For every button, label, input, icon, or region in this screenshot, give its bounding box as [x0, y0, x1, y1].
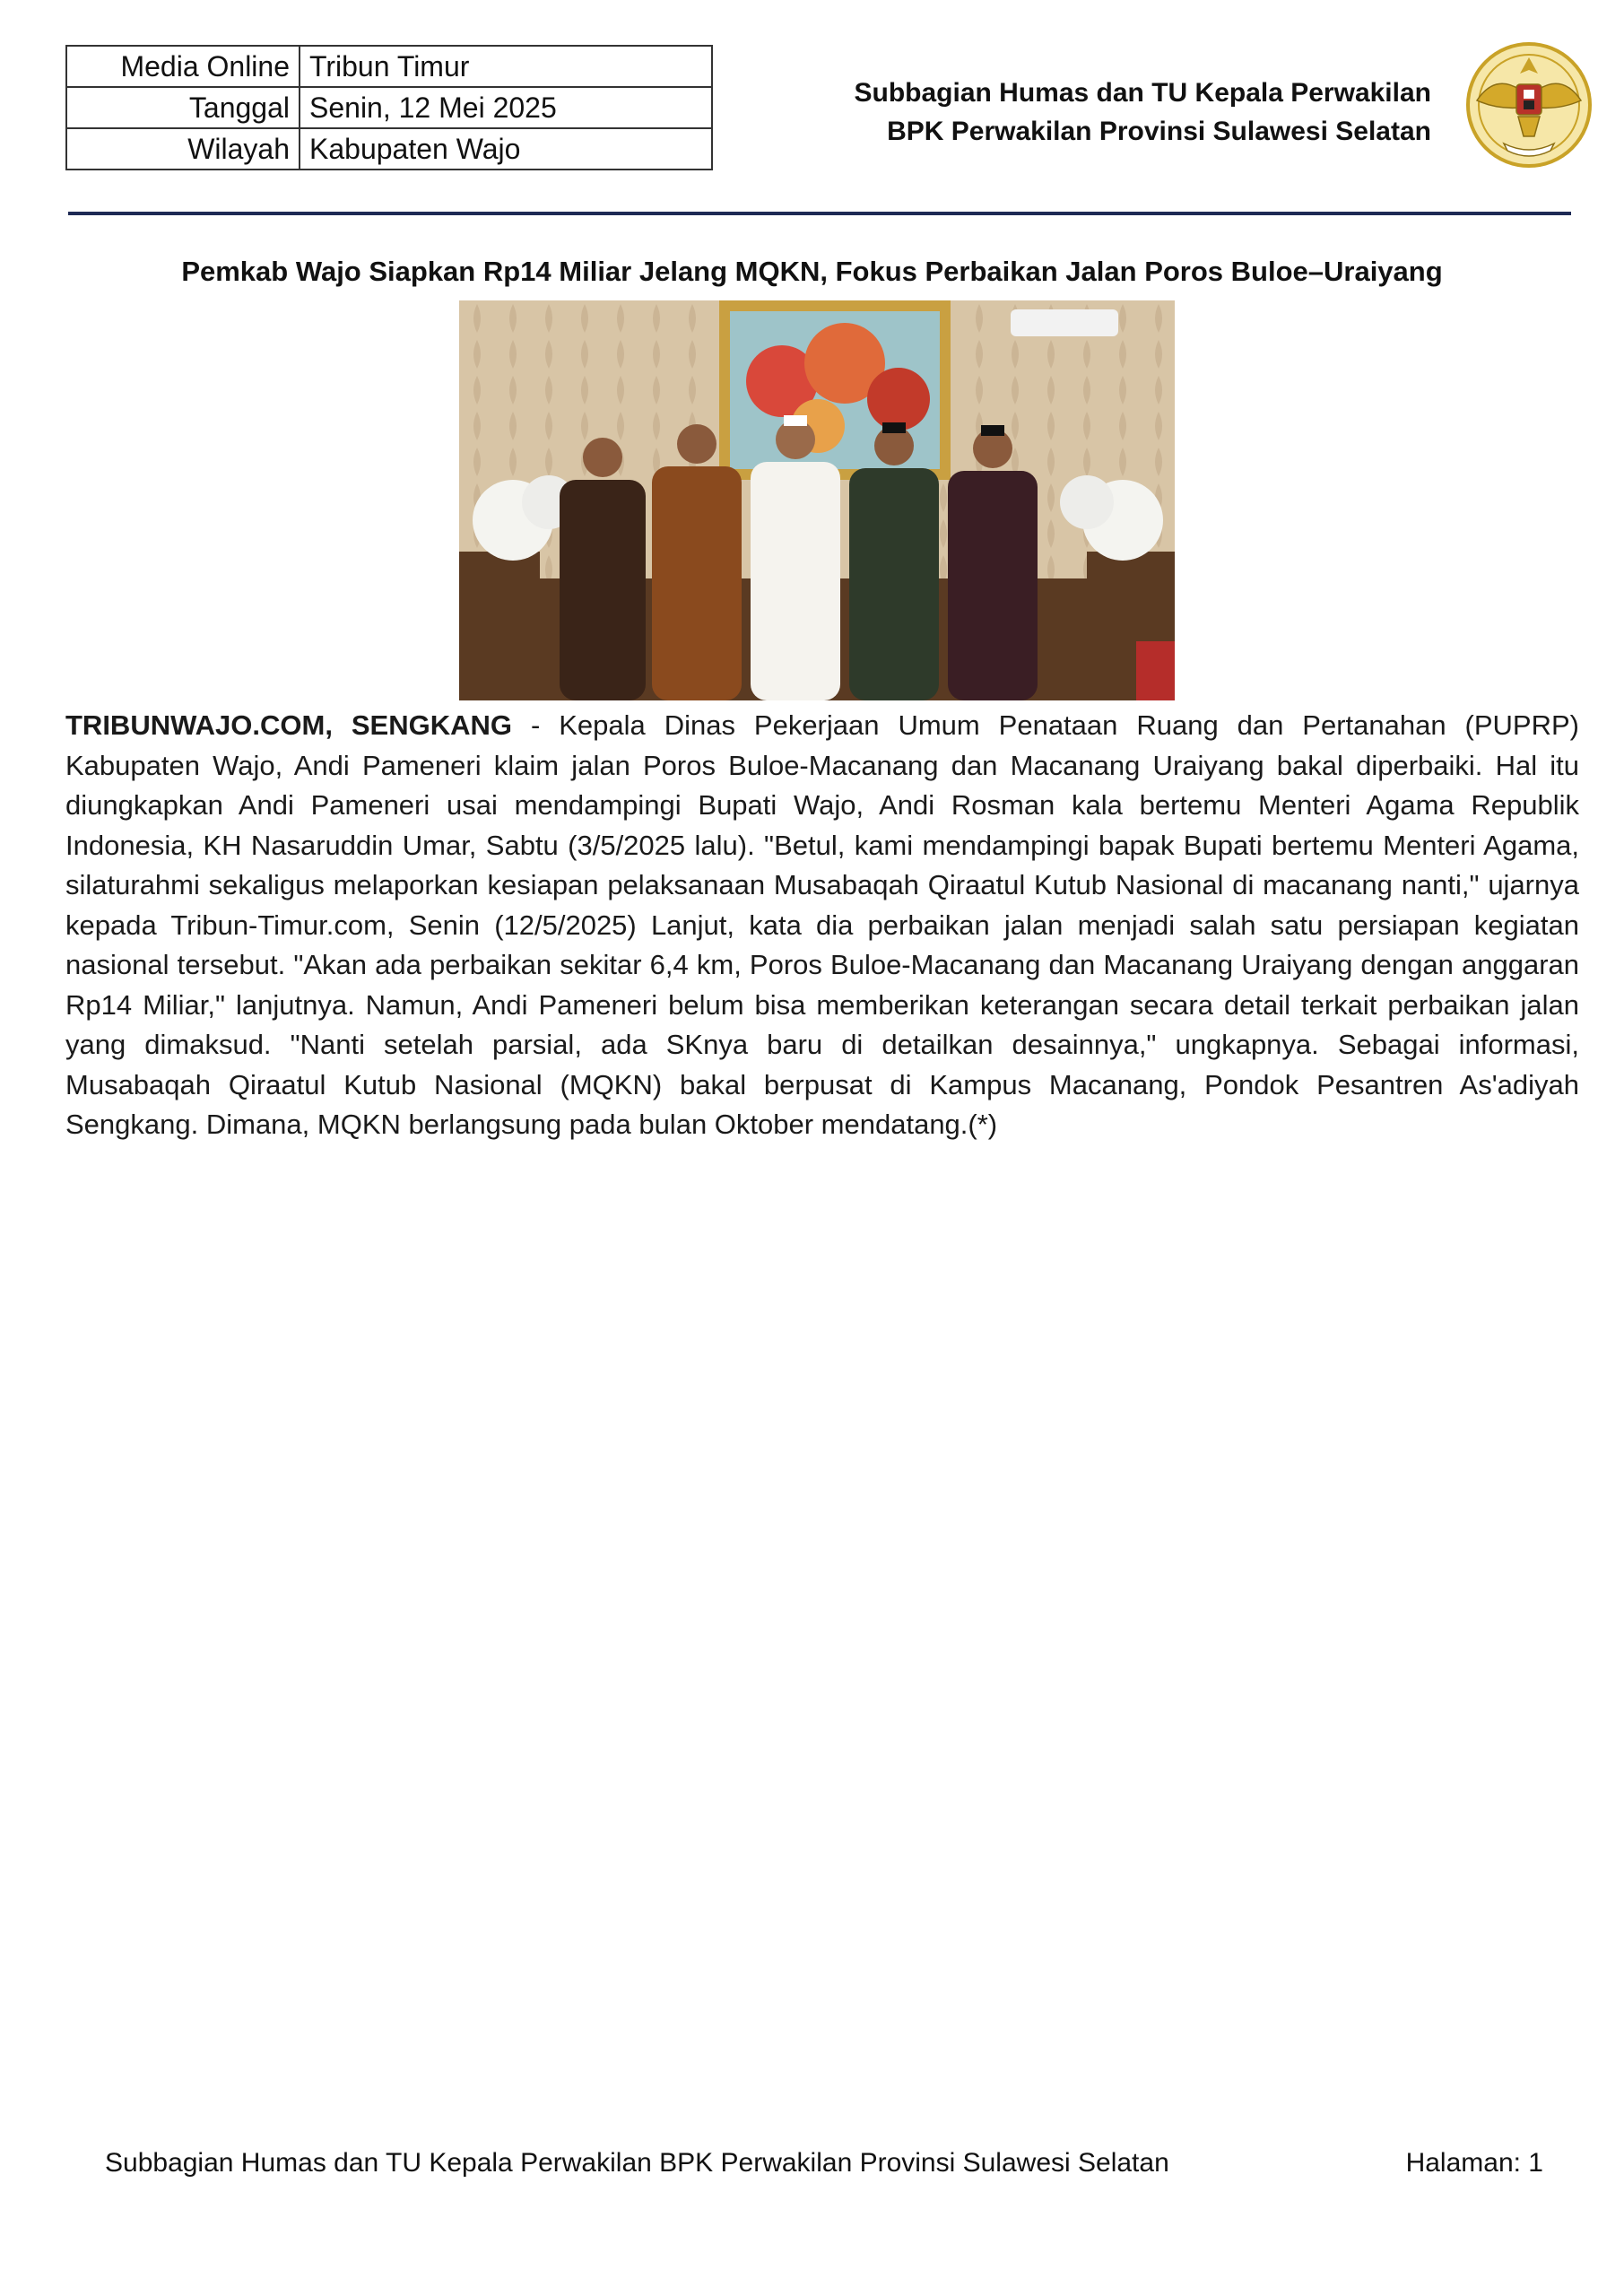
page-number: Halaman: 1 [1405, 2148, 1543, 2178]
media-info-table [65, 45, 713, 170]
article-body [65, 706, 1579, 1145]
org-line-1: Subbagian Humas dan TU Kepala Perwakilan [854, 78, 1431, 108]
group-photo-image [459, 300, 1175, 700]
region-label: Wilayah [66, 128, 300, 170]
organization-header [854, 74, 1431, 151]
region-value: Kabupaten Wajo [300, 128, 712, 170]
article-dateline: TRIBUNWAJO.COM, SENGKANG [65, 709, 513, 741]
table-row [66, 87, 712, 128]
footer-organization: Subbagian Humas dan TU Kepala Perwakilan BPK Perwakilan Provinsi Sulawesi Selatan [105, 2148, 1169, 2178]
media-label: Media Online [66, 46, 300, 87]
table-row [66, 46, 712, 87]
table-row [66, 128, 712, 170]
header-divider [68, 212, 1571, 215]
media-value: Tribun Timur [300, 46, 712, 87]
article-body-text: - Kepala Dinas Pekerjaan Umum Penataan Ruang dan Pertanahan (PUPRP) Kabupaten Wajo, Andi Pameneri klaim jalan Poros Buloe-Macanang dan Macanang Uraiyang bakal diperbaiki. Hal itu diungkapkan Andi Pameneri usai mendampingi Bupati Wajo, Andi Rosman kala bertemu Menteri Agama Republik Indonesia, KH Nasaruddin Umar, Sabtu (3/5/2025 lalu). "Betul, kami mendampingi bapak Bupati bertemu Menteri Agama, silaturahmi sekaligus melaporkan kesiapan pelaksanaan Musabaqah Qiraatul Kutub Nasional di macanang nanti," ujarnya kepada Tribun-Timur.com, Senin (12/5/2025) Lanjut, kata dia perbaikan jalan menjadi salah satu persiapan kegiatan nasional tersebut. "Akan ada perbaikan sekitar 6,4 km, Poros Buloe-Macanang dan Macanang Uraiyang dengan anggaran Rp14 Miliar," lanjutnya. Namun, Andi Pameneri belum bisa memberikan keterangan secara detail terkait perbaikan jalan yang dimaksud. "Nanti setelah parsial, ada SKnya baru di detailkan desainnya," ungkapnya. Sebagai informasi, Musabaqah Qiraatul Kutub Nasional (MQKN) bakal berpusat di Kampus Macanang, Pondok Pesantren As'adiyah Sengkang. Dimana, MQKN berlangsung pada bulan Oktober mendatang.(*) [65, 709, 1579, 1140]
date-label: Tanggal [66, 87, 300, 128]
garuda-emblem-icon [1441, 38, 1611, 172]
article-headline: Pemkab Wajo Siapkan Rp14 Miliar Jelang MQKN, Fokus Perbaikan Jalan Poros Buloe–Uraiyang [181, 256, 1443, 287]
date-value: Senin, 12 Mei 2025 [300, 87, 712, 128]
org-line-2: BPK Perwakilan Provinsi Sulawesi Selatan [887, 117, 1431, 146]
